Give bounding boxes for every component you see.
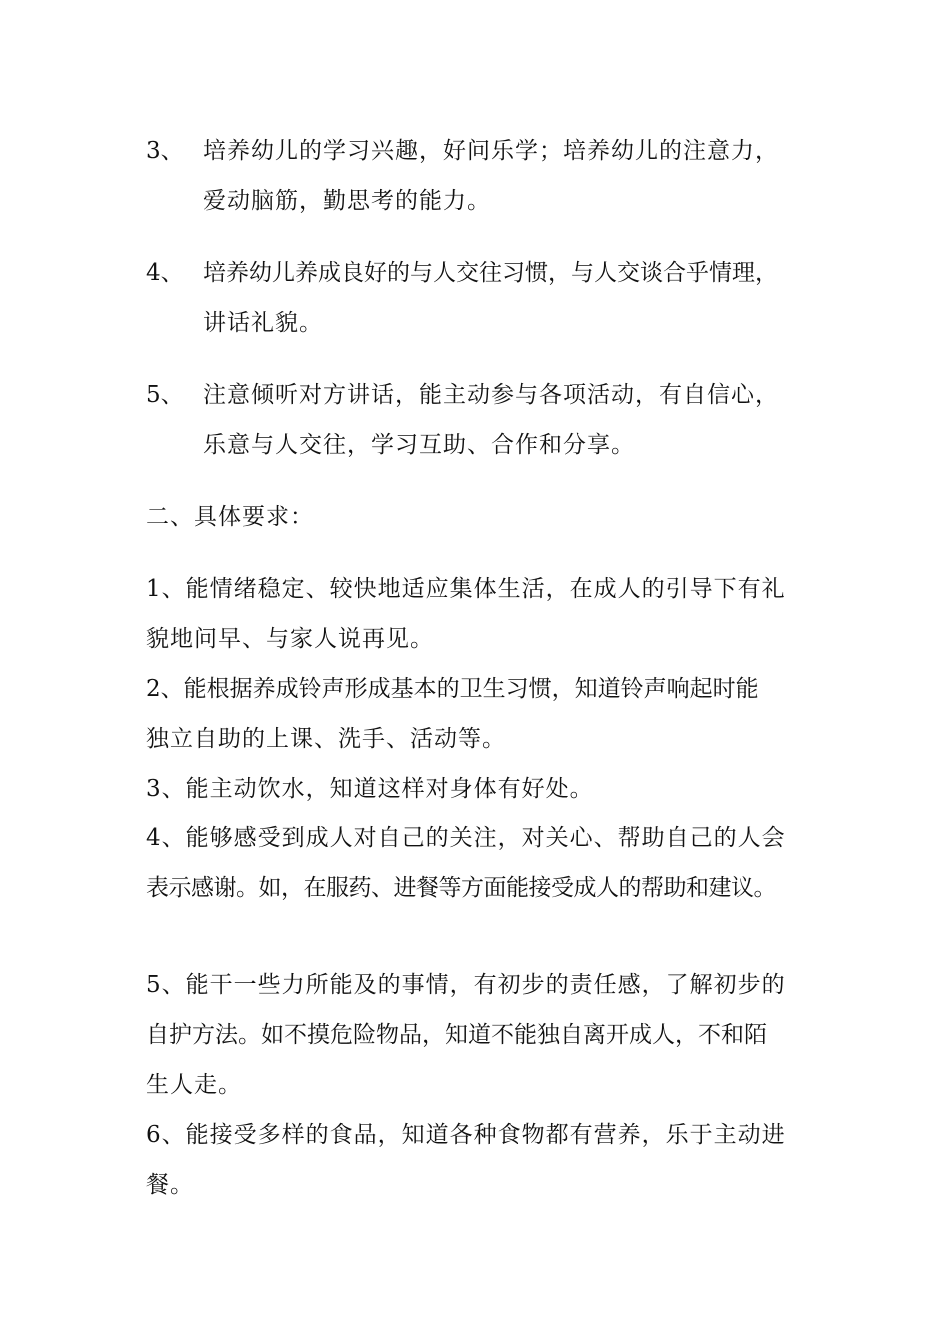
requirement-line: 独立自助的上课、洗手、活动等。: [146, 726, 506, 752]
goal-text-line: 培养幼儿养成良好的与人交往习惯，与人交谈合乎情理，: [203, 260, 778, 286]
goal-text-line: 注意倾听对方讲话，能主动参与各项活动，有自信心，: [203, 382, 779, 408]
goal-text-line: 爱动脑筋，勤思考的能力。: [203, 188, 491, 214]
goal-text-line: 讲话礼貌。: [203, 310, 323, 336]
requirement-line: 餐。: [146, 1172, 194, 1198]
requirement-line: 自护方法。如不摸危险物品，知道不能独自离开成人，不和陌: [146, 1022, 767, 1048]
requirement-line: 表示感谢。如，在服药、进餐等方面能接受成人的帮助和建议。: [146, 875, 776, 901]
section-heading: 二、具体要求：: [146, 504, 314, 530]
goal-number: 5、: [146, 382, 184, 408]
requirement-line: 5、能干一些力所能及的事情，有初步的责任感，了解初步的: [146, 972, 786, 998]
requirement-line: 6、能接受多样的食品，知道各种食物都有营养，乐于主动进: [146, 1122, 786, 1148]
goal-number: 4、: [146, 260, 184, 286]
requirement-line: 生人走。: [146, 1072, 242, 1098]
requirement-line: 2、能根据养成铃声形成基本的卫生习惯，知道铃声响起时能: [146, 676, 759, 702]
goal-number: 3、: [146, 138, 184, 164]
requirement-line: 1、能情绪稳定、较快地适应集体生活，在成人的引导下有礼: [146, 576, 786, 602]
goal-text-line: 培养幼儿的学习兴趣，好问乐学；培养幼儿的注意力，: [203, 138, 779, 164]
goal-text-line: 乐意与人交往，学习互助、合作和分享。: [203, 432, 635, 458]
requirement-line: 4、能够感受到成人对自己的关注，对关心、帮助自己的人会: [146, 825, 786, 851]
requirement-line: 3、能主动饮水，知道这样对身体有好处。: [146, 776, 594, 802]
requirement-line: 貌地问早、与家人说再见。: [146, 626, 434, 652]
